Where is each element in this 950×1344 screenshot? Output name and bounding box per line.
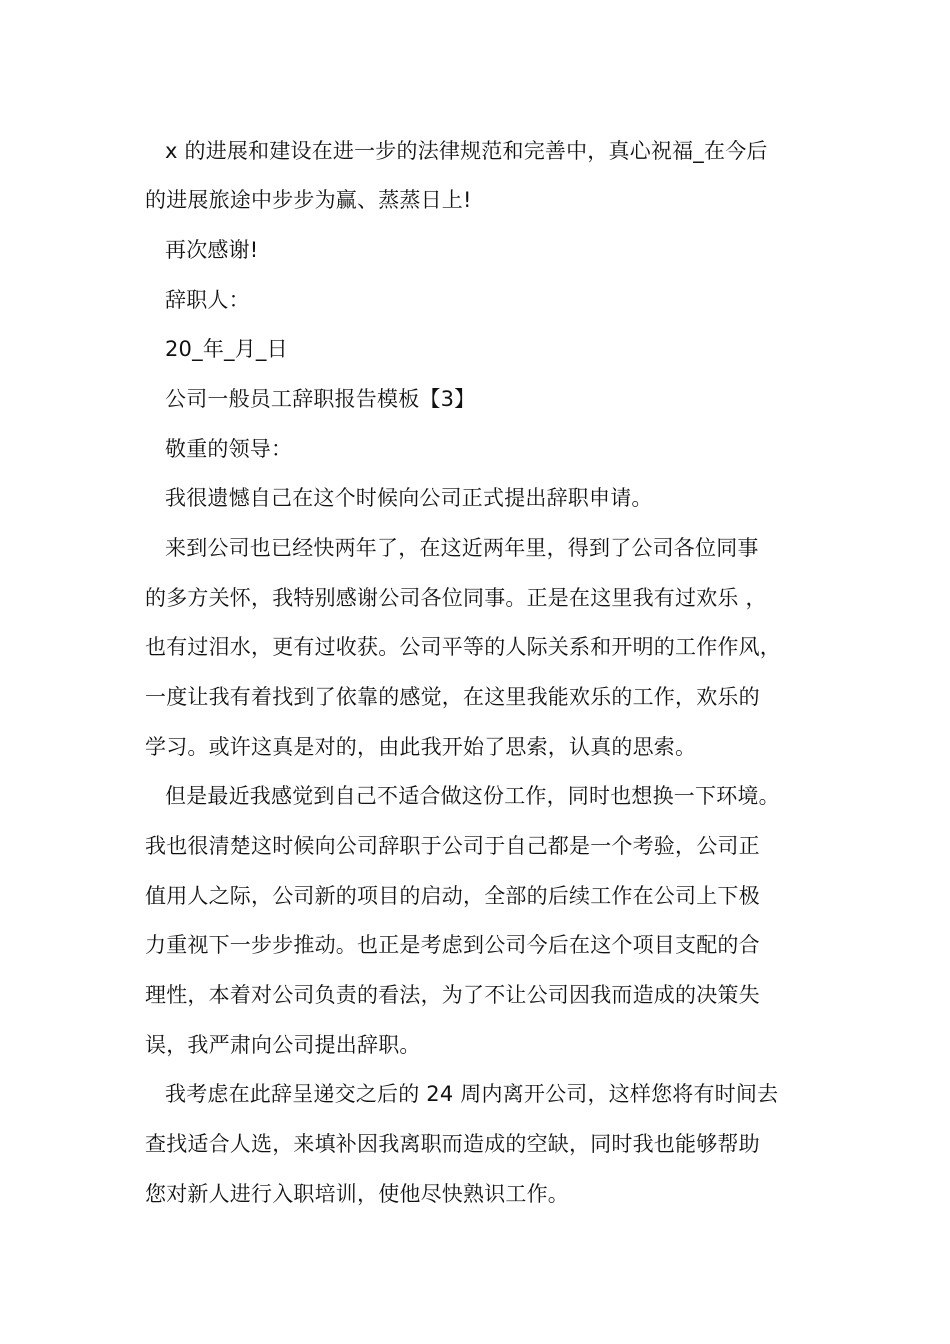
text-line: 学习。或许这真是对的，由此我开始了思索，认真的思索。	[145, 735, 697, 759]
text-line: 理性，本着对公司负责的看法，为了不让公司因我而造成的决策失	[145, 983, 760, 1007]
text-line: 一度让我有着找到了依靠的感觉，在这里我能欢乐的工作，欢乐的	[145, 685, 760, 709]
text-line: 力重视下一步步推动。也正是考虑到公司今后在这个项目支配的合	[145, 933, 760, 957]
section-heading: 公司一般员工辞职报告模板【3】	[165, 387, 476, 411]
text-line: 我考虑在此辞呈递交之后的 24 周内离开公司，这样您将有时间去	[165, 1082, 779, 1106]
text-line: 来到公司也已经快两年了，在这近两年里，得到了公司各位同事	[165, 536, 759, 560]
text-line: 再次感谢!	[165, 238, 259, 262]
text-line: x 的进展和建设在进一步的法律规范和完善中，真心祝福_在今后	[165, 139, 768, 163]
text-line: 您对新人进行入职培训，使他尽快熟识工作。	[145, 1182, 569, 1206]
text-line: 我也很清楚这时候向公司辞职于公司于自己都是一个考验，公司正	[145, 834, 760, 858]
text-line: 但是最近我感觉到自己不适合做这份工作，同时也想换一下环境。	[165, 784, 780, 808]
text-line: 误，我严肃向公司提出辞职。	[145, 1033, 421, 1057]
text-line: 的进展旅途中步步为赢、蒸蒸日上!	[145, 188, 472, 212]
text-line: 值用人之际，公司新的项目的启动，全部的后续工作在公司上下极	[145, 884, 760, 908]
text-line: 我很遗憾自己在这个时候向公司正式提出辞职申请。	[165, 486, 653, 510]
text-line: 的多方关怀，我特别感谢公司各位同事。正是在这里我有过欢乐 ，	[145, 586, 767, 610]
date-line: 20_年_月_日	[165, 337, 288, 361]
text-line: 也有过泪水，更有过收获。公司平等的人际关系和开明的工作作风，	[145, 635, 781, 659]
text-line: 查找适合人选，来填补因我离职而造成的空缺，同时我也能够帮助	[145, 1132, 760, 1156]
text-line: 辞职人：	[165, 288, 250, 312]
salutation: 敬重的领导：	[165, 437, 293, 461]
